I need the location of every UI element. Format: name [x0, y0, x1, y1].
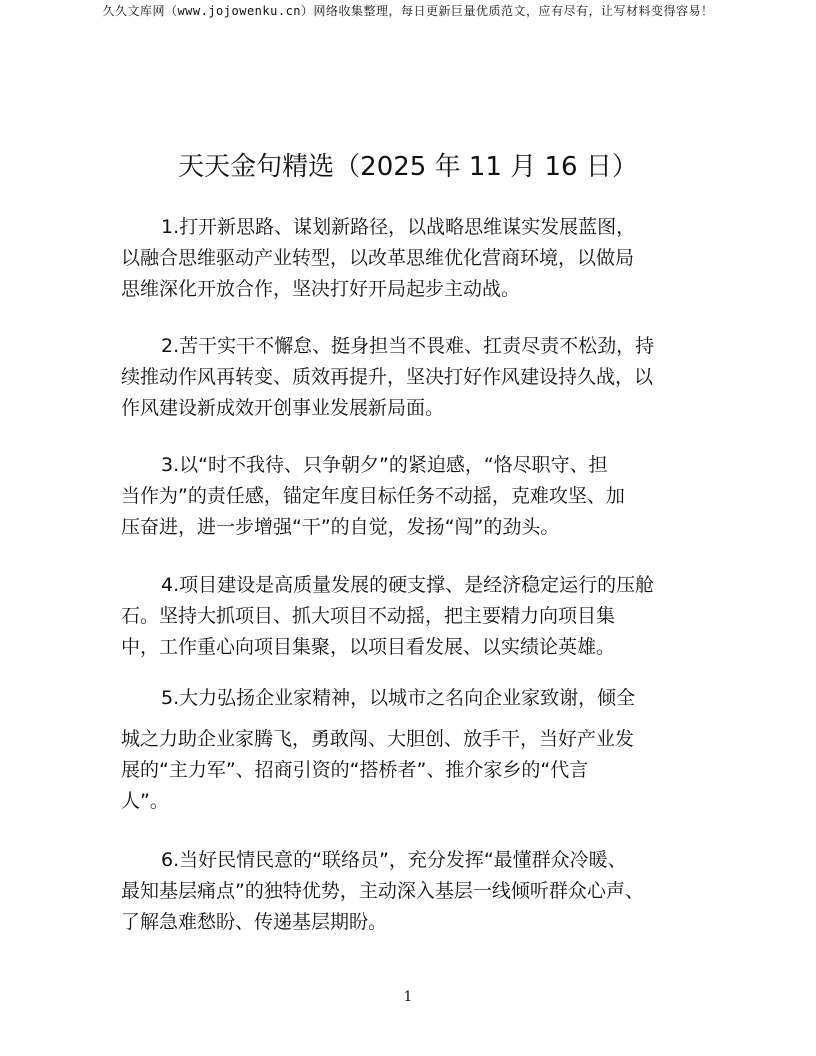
paragraph-line: 压奋进，进一步增强“干”的自觉，发扬“闯”的劲头。	[121, 516, 560, 538]
paragraph-line: 2.苦干实干不懈怠、挺身担当不畏难、扛责尽责不松劲，持	[161, 335, 655, 357]
paragraph-line: 当作为”的责任感，锚定年度目标任务不动摇，克难攻坚、加	[121, 485, 625, 507]
paragraph-line: 石。坚持大抓项目、抓大项目不动摇，把主要精力向项目集	[121, 605, 616, 627]
paragraph-4	[121, 570, 715, 663]
paragraph-line: 城之力助企业家腾飞，勇敢闯、大胆创、放手干，当好产业发	[121, 728, 635, 750]
paragraph-2	[121, 331, 715, 424]
header-note: 久久文库网（www.jojowenku.cn）网络收集整理，每日更新巨量优质范文，应有尽有，让写材料变得容易！	[102, 4, 714, 18]
paragraph-line: 6.当好民情民意的“联络员”，充分发挥“最懂群众冷暖、	[161, 849, 627, 871]
paragraph-line: 4.项目建设是高质量发展的硬支撑、是经济稳定运行的压舱	[161, 574, 655, 596]
paragraph-line: 以融合思维驱动产业转型，以改革思维优化营商环境，以做局	[121, 247, 635, 269]
paragraph-5	[121, 683, 715, 817]
page-title: 天天金句精选（2025 年 11 月 16 日）	[178, 152, 638, 182]
paragraph-line: 中，工作重心向项目集聚，以项目看发展、以实绩论英雄。	[121, 636, 616, 658]
paragraph-line: 思维深化开放合作，坚决打好开局起步主动战。	[121, 278, 521, 300]
page-number: 1	[403, 989, 413, 1005]
paragraph-3	[121, 450, 715, 543]
paragraph-line: 了解急难愁盼、传递基层期盼。	[121, 911, 388, 933]
paragraph-line: 5.大力弘扬企业家精神，以城市之名向企业家致谢，倾全	[161, 687, 636, 709]
paragraph-line: 续推动作风再转变、质效再提升，坚决打好作风建设持久战，以	[121, 366, 654, 388]
paragraph-line: 最知基层痛点”的独特优势，主动深入基层一线倾听群众心声、	[121, 880, 644, 902]
paragraph-line: 1.打开新思路、谋划新路径，以战略思维谋实发展蓝图，	[161, 216, 636, 238]
paragraph-line: 人”。	[121, 790, 169, 812]
paragraph-line: 展的“主力军”、招商引资的“搭桥者”、推介家乡的“代言	[121, 759, 589, 781]
paragraph-6	[121, 845, 715, 938]
paragraph-1	[121, 212, 715, 305]
paragraph-line: 3.以“时不我待、只争朝夕”的紧迫感，“恪尽职守、担	[161, 454, 608, 476]
paragraph-line: 作风建设新成效开创事业发展新局面。	[121, 397, 445, 419]
